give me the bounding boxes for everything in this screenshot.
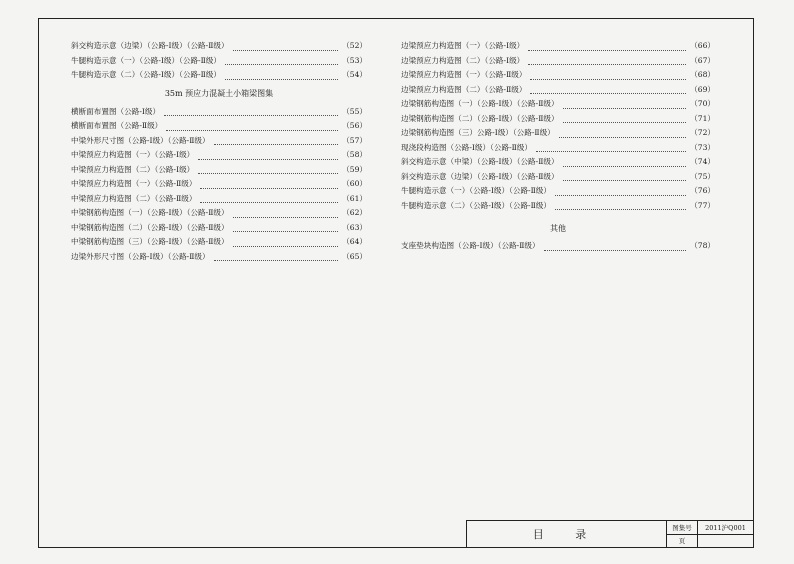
toc-entry-page: （65） — [342, 251, 367, 261]
toc-entry-title: 中梁钢筋构造图（二）（公路-Ⅰ级）（公路-Ⅱ级） — [71, 222, 229, 232]
dot-leader — [233, 223, 339, 232]
dot-leader — [233, 238, 339, 247]
toc-entry-title: 中梁钢筋构造图（一）（公路-Ⅰ级）（公路-Ⅱ级） — [71, 208, 229, 217]
toc-group-35m — [71, 105, 367, 265]
toc-entry-title: 边梁预应力构造图（二）（公路-Ⅰ级） — [401, 55, 525, 65]
toc-entry — [71, 163, 367, 178]
dot-leader — [214, 252, 339, 261]
title-block-name: 目 录 — [467, 521, 667, 547]
section-heading: 35m 预应力混凝土小箱梁图集 — [164, 88, 274, 98]
dot-leader — [530, 71, 686, 80]
toc-entry — [401, 184, 715, 199]
toc-entry-title: 牛腿构造示意（二）（公路-Ⅰ级）（公路-Ⅱ级） — [401, 200, 551, 210]
toc-entry-title: 斜交构造示意（中梁）（公路-Ⅰ级）（公路-Ⅱ级） — [401, 157, 559, 166]
atlas-number: 2011沪Q001 — [705, 523, 746, 532]
toc-entry — [401, 83, 715, 98]
toc-entry-page: （62） — [342, 208, 367, 217]
toc-entry-title: 中梁预应力构造图（二）（公路-Ⅱ级） — [71, 193, 197, 203]
toc-entry-page: （57） — [342, 135, 367, 145]
page-label: 页 — [667, 535, 698, 548]
toc-entry — [401, 39, 715, 54]
toc-entry-page: （60） — [342, 179, 367, 188]
dot-leader — [200, 194, 338, 203]
toc-entry — [71, 206, 367, 221]
toc-entry — [401, 112, 715, 127]
toc-entry-page: （64） — [342, 237, 367, 246]
toc-entry-page: （52） — [342, 41, 367, 50]
toc-entry-title: 边梁钢筋构造图（三）公路-Ⅰ级）（公路-Ⅱ级） — [401, 128, 555, 137]
toc-entry-page: （54） — [342, 70, 367, 79]
dot-leader — [225, 71, 338, 80]
toc-entry-page: （75） — [690, 171, 715, 181]
dot-leader — [528, 56, 686, 65]
toc-entry-title: 边梁钢筋构造图（一）（公路-Ⅰ级）（公路-Ⅱ级） — [401, 99, 559, 108]
toc-entry-page: （68） — [690, 70, 715, 79]
toc-entry-page: （61） — [342, 193, 367, 203]
toc-entry-title: 中梁钢筋构造图（三）（公路-Ⅰ级）（公路-Ⅱ级） — [71, 237, 229, 246]
toc-entry-title: 横断面布置图（公路-Ⅱ级） — [71, 121, 163, 130]
toc-entry — [71, 250, 367, 265]
dot-leader — [536, 143, 686, 152]
toc-entry — [71, 177, 367, 192]
other-heading: 其他 — [550, 224, 566, 233]
dot-leader — [563, 172, 687, 181]
dot-leader — [164, 107, 338, 116]
dot-leader — [198, 151, 338, 160]
toc-entry-title: 边梁预应力构造图（二）（公路-Ⅱ级） — [401, 84, 527, 94]
dot-leader — [233, 209, 339, 218]
toc-entry-page: （76） — [690, 186, 715, 195]
dot-leader — [530, 85, 686, 94]
toc-entry-title: 斜交构造示意（边梁）（公路-Ⅰ级）（公路-Ⅱ级） — [71, 41, 229, 50]
toc-entry-page: （77） — [690, 200, 715, 210]
toc-group-other — [401, 239, 715, 254]
dot-leader — [225, 56, 338, 65]
toc-entry-page: （78） — [690, 241, 715, 250]
toc-entry — [71, 105, 367, 120]
toc-entry-title: 边梁钢筋构造图（二）（公路-Ⅰ级）（公路-Ⅱ级） — [401, 113, 559, 123]
toc-entry-page: （74） — [690, 157, 715, 166]
page-row — [667, 534, 753, 548]
toc-entry-page: （63） — [342, 222, 367, 232]
toc-left-column — [71, 39, 367, 264]
dot-leader — [555, 187, 686, 196]
toc-entry — [401, 54, 715, 69]
toc-right-column — [401, 39, 715, 254]
toc-entry-title: 横断面布置图（公路-Ⅰ级） — [71, 106, 161, 116]
toc-entry — [401, 170, 715, 185]
dot-leader — [214, 136, 339, 145]
toc-entry — [401, 239, 715, 254]
toc-entry — [71, 134, 367, 149]
toc-entry — [401, 97, 715, 112]
toc-entry — [71, 235, 367, 250]
toc-entry-title: 中梁预应力构造图（一）（公路-Ⅱ级） — [71, 179, 197, 188]
toc-entry — [401, 68, 715, 83]
toc-entry-page: （71） — [690, 113, 715, 123]
toc-entry — [401, 199, 715, 214]
toc-entry-page: （66） — [690, 41, 715, 50]
toc-entry-title: 边梁外形尺寸图（公路-Ⅰ级）（公路-Ⅱ级） — [71, 251, 210, 261]
toc-entry-page: （56） — [342, 121, 367, 130]
toc-entry-title: 中梁外形尺寸图（公路-Ⅰ级）（公路-Ⅱ级） — [71, 135, 210, 145]
toc-entry-page: （55） — [342, 106, 367, 116]
toc-entry — [401, 141, 715, 156]
toc-entry — [71, 148, 367, 163]
page-value — [698, 535, 753, 548]
dot-leader — [166, 122, 338, 131]
toc-entry-title: 边梁预应力构造图（一）（公路-Ⅰ级） — [401, 41, 525, 50]
toc-entry-title: 中梁预应力构造图（二）（公路-Ⅰ级） — [71, 164, 195, 174]
dot-leader — [233, 42, 339, 51]
toc-entry-page: （58） — [342, 150, 367, 159]
toc-entry-title: 斜交构造示意（边梁）（公路-Ⅰ级）（公路-Ⅱ级） — [401, 171, 559, 181]
toc-entry-page: （67） — [690, 55, 715, 65]
dot-leader — [563, 158, 687, 167]
dot-leader — [198, 165, 338, 174]
toc-entry — [401, 155, 715, 170]
toc-entry — [71, 192, 367, 207]
dot-leader — [563, 114, 687, 123]
toc-entry — [71, 39, 367, 54]
toc-entry-page: （69） — [690, 84, 715, 94]
toc-entry-page: （59） — [342, 164, 367, 174]
drawing-frame — [38, 18, 754, 548]
toc-entry — [401, 126, 715, 141]
dot-leader — [559, 129, 686, 138]
toc-entry-title: 支座垫块构造图（公路-Ⅰ级）（公路-Ⅱ级） — [401, 241, 540, 250]
toc-group-right — [401, 39, 715, 213]
atlas-label: 图集号 — [667, 521, 698, 534]
toc-entry-page: （73） — [690, 142, 715, 152]
dot-leader — [200, 180, 338, 189]
toc-entry — [71, 68, 367, 83]
dot-leader — [544, 242, 687, 251]
toc-entry-title: 边梁预应力构造图（一）（公路-Ⅱ级） — [401, 70, 527, 79]
dot-leader — [563, 100, 687, 109]
toc-entry-page: （72） — [690, 128, 715, 137]
toc-group-top — [71, 39, 367, 83]
title-block — [466, 520, 754, 548]
atlas-row — [667, 521, 753, 534]
toc-entry-title: 现浇段构造图（公路-Ⅰ级）（公路-Ⅱ级） — [401, 142, 532, 152]
toc-entry-title: 中梁预应力构造图（一）（公路-Ⅰ级） — [71, 150, 195, 159]
toc-entry — [71, 221, 367, 236]
toc-entry-page: （70） — [690, 99, 715, 108]
toc-entry-title: 牛腿构造示意（一）（公路-Ⅰ级）（公路-Ⅱ级） — [401, 186, 551, 195]
toc-entry — [71, 119, 367, 134]
dot-leader — [555, 201, 686, 210]
title-block-grid — [667, 521, 753, 547]
dot-leader — [528, 42, 686, 51]
toc-entry-page: （53） — [342, 55, 367, 65]
toc-entry — [71, 54, 367, 69]
toc-entry-title: 牛腿构造示意（一）（公路-Ⅰ级）（公路-Ⅱ级） — [71, 55, 221, 65]
toc-entry-title: 牛腿构造示意（二）（公路-Ⅰ级）（公路-Ⅱ级） — [71, 70, 221, 79]
